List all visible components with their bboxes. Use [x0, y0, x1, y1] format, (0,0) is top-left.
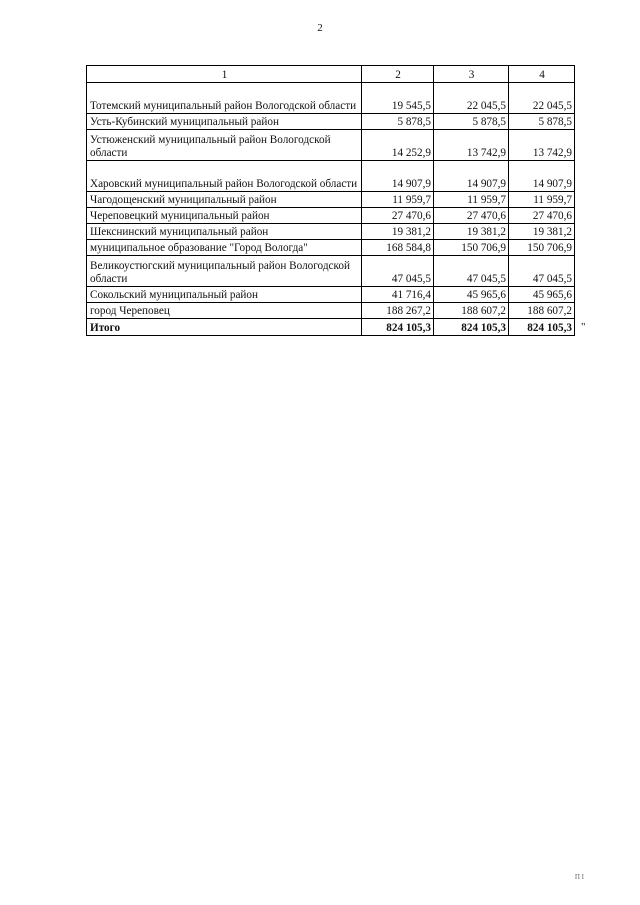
value-col3-cell: 27 470,6: [434, 208, 509, 224]
header-cell-2: 2: [362, 66, 434, 83]
table-row: [87, 287, 575, 303]
value-col3-cell: 11 959,7: [434, 192, 509, 208]
value-col3-cell: 22 045,5: [434, 83, 509, 114]
table-row: [87, 114, 575, 130]
region-name-cell: муниципальное образование "Город Вологда": [87, 240, 362, 256]
table-row: [87, 240, 575, 256]
value-col3-cell: 150 706,9: [434, 240, 509, 256]
table-row: [87, 224, 575, 240]
value-col2-cell: 41 716,4: [362, 287, 434, 303]
page-number: 2: [317, 22, 323, 34]
value-col2-cell: 19 545,5: [362, 83, 434, 114]
total-label-cell: Итого: [87, 319, 362, 336]
region-name-cell: Череповецкий муниципальный район: [87, 208, 362, 224]
value-col3-cell: 47 045,5: [434, 256, 509, 287]
region-name-cell: Шекснинский муниципальный район: [87, 224, 362, 240]
header-cell-1: 1: [87, 66, 362, 83]
value-col3-cell: 13 742,9: [434, 130, 509, 161]
value-col4-cell: 5 878,5: [509, 114, 575, 130]
value-col2-cell: 27 470,6: [362, 208, 434, 224]
value-col4-cell: 14 907,9: [509, 161, 575, 192]
budget-table-container: [86, 65, 575, 336]
value-col2-cell: 188 267,2: [362, 303, 434, 319]
value-col2-cell: 14 252,9: [362, 130, 434, 161]
value-col2-cell: 14 907,9: [362, 161, 434, 192]
value-col4-cell: 19 381,2: [509, 224, 575, 240]
value-col3-cell: 5 878,5: [434, 114, 509, 130]
value-col2-cell: 47 045,5: [362, 256, 434, 287]
region-name-cell: Сокольский муниципальный район: [87, 287, 362, 303]
value-col4-cell: 13 742,9: [509, 130, 575, 161]
table-header-row: [87, 66, 575, 83]
table-total-row: [87, 319, 575, 336]
header-cell-3: 3: [434, 66, 509, 83]
footer-mark: П I: [574, 873, 584, 881]
table-row: [87, 161, 575, 192]
value-col4-cell: 27 470,6: [509, 208, 575, 224]
region-name-cell: Устюженский муниципальный район Вологодской области: [87, 130, 362, 161]
value-col2-cell: 168 584,8: [362, 240, 434, 256]
total-col3-cell: 824 105,3: [434, 319, 509, 336]
value-col4-cell: 150 706,9: [509, 240, 575, 256]
value-col2-cell: 5 878,5: [362, 114, 434, 130]
region-name-cell: город Череповец: [87, 303, 362, 319]
value-col4-cell: 22 045,5: [509, 83, 575, 114]
value-col2-cell: 19 381,2: [362, 224, 434, 240]
region-name-cell: Усть-Кубинский муниципальный район: [87, 114, 362, 130]
value-col3-cell: 19 381,2: [434, 224, 509, 240]
total-col2-cell: 824 105,3: [362, 319, 434, 336]
closing-quote: ": [581, 321, 586, 333]
value-col4-cell: 188 607,2: [509, 303, 575, 319]
total-col4-cell: 824 105,3: [509, 319, 575, 336]
budget-table: [86, 65, 575, 336]
value-col3-cell: 45 965,6: [434, 287, 509, 303]
table-row: [87, 192, 575, 208]
region-name-cell: Великоустюгский муниципальный район Вологодской области: [87, 256, 362, 287]
value-col4-cell: 11 959,7: [509, 192, 575, 208]
region-name-cell: Харовский муниципальный район Вологодской области: [87, 161, 362, 192]
table-row: [87, 303, 575, 319]
table-row: [87, 83, 575, 114]
table-row: [87, 208, 575, 224]
value-col4-cell: 47 045,5: [509, 256, 575, 287]
region-name-cell: Чагодощенский муниципальный район: [87, 192, 362, 208]
value-col2-cell: 11 959,7: [362, 192, 434, 208]
value-col3-cell: 188 607,2: [434, 303, 509, 319]
header-cell-4: 4: [509, 66, 575, 83]
table-row: [87, 256, 575, 287]
region-name-cell: Тотемский муниципальный район Вологодской области: [87, 83, 362, 114]
value-col4-cell: 45 965,6: [509, 287, 575, 303]
table-row: [87, 130, 575, 161]
value-col3-cell: 14 907,9: [434, 161, 509, 192]
